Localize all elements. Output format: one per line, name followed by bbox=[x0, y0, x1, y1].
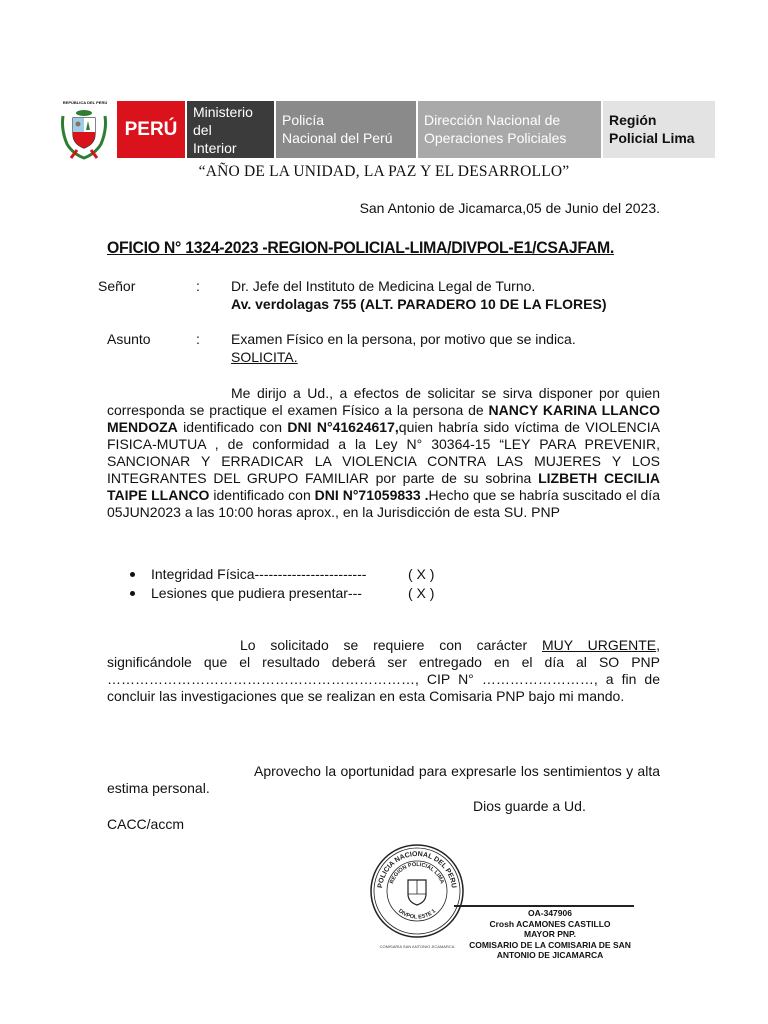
signature-line-3: MAYOR PNP. bbox=[524, 929, 576, 939]
stamp-outer-text: POLICIA NACIONAL DEL PERU bbox=[377, 850, 457, 889]
region-line-1: Región bbox=[609, 112, 657, 128]
region-line-2: Policial Lima bbox=[609, 130, 695, 146]
policia-line-1: Policía bbox=[282, 112, 325, 128]
p1-text-b: identificado con bbox=[177, 419, 288, 435]
senor-label: Señor bbox=[98, 278, 136, 294]
aggressor-name: LIZBETH CECILIA TAIPE LLANCO bbox=[107, 470, 661, 503]
region-box bbox=[603, 101, 715, 158]
signature-line bbox=[454, 905, 634, 907]
exam-list bbox=[130, 565, 434, 603]
stamp-bottom-text: DIVPOL ESTE 1 bbox=[396, 908, 438, 921]
ministerio-box bbox=[187, 101, 274, 158]
p1-text-a: Me dirijo a Ud., a efectos de solicitar se sirva disponer por quien corresponda se practique el examen Físico a la persona de bbox=[107, 385, 660, 418]
ministerio-line-1: Ministerio bbox=[193, 104, 253, 120]
asunto-label: Asunto bbox=[107, 331, 151, 347]
asunto-line-2: SOLICITA. bbox=[231, 349, 298, 365]
list-item bbox=[130, 565, 434, 584]
list-item-mark: ( X ) bbox=[408, 585, 435, 601]
asunto-line-1: Examen Físico en la persona, por motivo que se indica. bbox=[231, 331, 576, 347]
crest-caption: REPÚBLICA DEL PERÚ bbox=[62, 100, 108, 105]
oficio-title: OFICIO N° 1324-2023 -REGION-POLICIAL-LIMA/DIVPOL-E1/CSAJFAM. bbox=[107, 238, 615, 257]
victim-name: NANCY KARINA LLANCO MENDOZA bbox=[107, 402, 660, 435]
asunto-colon: : bbox=[196, 331, 200, 347]
signature-line-2: Crosh ACAMONES CASTILLO bbox=[489, 918, 611, 929]
svg-text:DIVPOL ESTE 1 bbox=[397, 908, 437, 920]
signature-line-4: COMISARIO DE LA COMISARIA DE SAN bbox=[469, 939, 631, 950]
bullet-icon bbox=[130, 572, 135, 577]
direccion-line-2: Operaciones Policiales bbox=[424, 130, 567, 146]
direccion-box bbox=[418, 101, 601, 158]
ministerio-line-2: del bbox=[193, 122, 212, 138]
urgency-label: MUY URGENTE bbox=[542, 637, 657, 653]
p2-text-b: , significándole que el resultado deberá ser entregado en el día al SO PNP …………………………………………………………, CIP N° ……………………, a fin de concluir las investigaciones que se realizan en esta Comisaria PNP bajo mi mando. bbox=[107, 637, 660, 704]
peru-label-box bbox=[117, 101, 185, 158]
bullet-icon bbox=[130, 591, 135, 596]
senor-colon: : bbox=[196, 278, 200, 294]
signature-line-5: ANTONIO DE JICAMARCA bbox=[496, 950, 604, 960]
policia-line-2: Nacional del Perú bbox=[282, 130, 393, 146]
signature-line-1: OA-347906 bbox=[528, 908, 572, 918]
ministerio-line-3: Interior bbox=[193, 140, 237, 156]
urgency-paragraph bbox=[107, 637, 660, 705]
senor-line-1: Dr. Jefe del Instituto de Medicina Legal de Turno. bbox=[231, 278, 536, 294]
list-item-text: Integridad Física------------------------ bbox=[151, 566, 367, 582]
stamp-side-text: COMISARIA SAN ANTONIO JICAMARCA bbox=[379, 944, 455, 949]
policia-box bbox=[276, 101, 416, 158]
year-motto: “AÑO DE LA UNIDAD, LA PAZ Y EL DESARROLLO” bbox=[198, 163, 570, 180]
list-item bbox=[130, 584, 434, 603]
p2-text-a: Lo solicitado se requiere con carácter bbox=[240, 637, 542, 653]
stamp-inner-text: REGION POLICIAL LIMA bbox=[389, 861, 445, 885]
list-item-text: Lesiones que pudiera presentar--- bbox=[151, 585, 362, 601]
aggressor-dni: DNI N°71059833 . bbox=[314, 487, 429, 503]
peru-coat-of-arms-icon bbox=[55, 100, 113, 162]
p1-text-e: Hecho que se habría suscitado el día 05JUN2023 a las 10:00 horas aprox., en la Jurisdicción de esta SU. PNP bbox=[107, 487, 660, 520]
peru-label: PERÚ bbox=[124, 118, 178, 140]
main-paragraph bbox=[107, 385, 660, 521]
direccion-line-1: Dirección Nacional de bbox=[424, 112, 561, 128]
list-item-mark: ( X ) bbox=[408, 566, 435, 582]
p1-text-d: identificado con bbox=[209, 487, 315, 503]
senor-line-2: Av. verdolagas 755 (ALT. PARADERO 10 DE LA FLORES) bbox=[231, 296, 607, 312]
closing-paragraph: Aprovecho la oportunidad para expresarle los sentimientos y alta estima personal. bbox=[107, 763, 660, 796]
document-date: San Antonio de Jicamarca,05 de Junio del 2023. bbox=[359, 200, 660, 216]
initials: CACC/accm bbox=[107, 816, 185, 832]
police-stamp bbox=[368, 842, 466, 940]
signature-block bbox=[455, 908, 645, 980]
p1-text-c: quien habría sido víctima de VIOLENCIA FISICA-MUTUA , de conformidad a la Ley N° 30364-15 “LEY PARA PREVENIR, SANCIONAR Y ERRADICAR LA VIOLENCIA CONTRA LAS MUJERES Y LOS INTEGRANTES DEL GRUPO FAMILIAR por parte de su sobrina bbox=[107, 419, 660, 486]
farewell: Dios guarde a Ud. bbox=[473, 798, 586, 814]
victim-dni: DNI N°41624617, bbox=[287, 419, 399, 435]
